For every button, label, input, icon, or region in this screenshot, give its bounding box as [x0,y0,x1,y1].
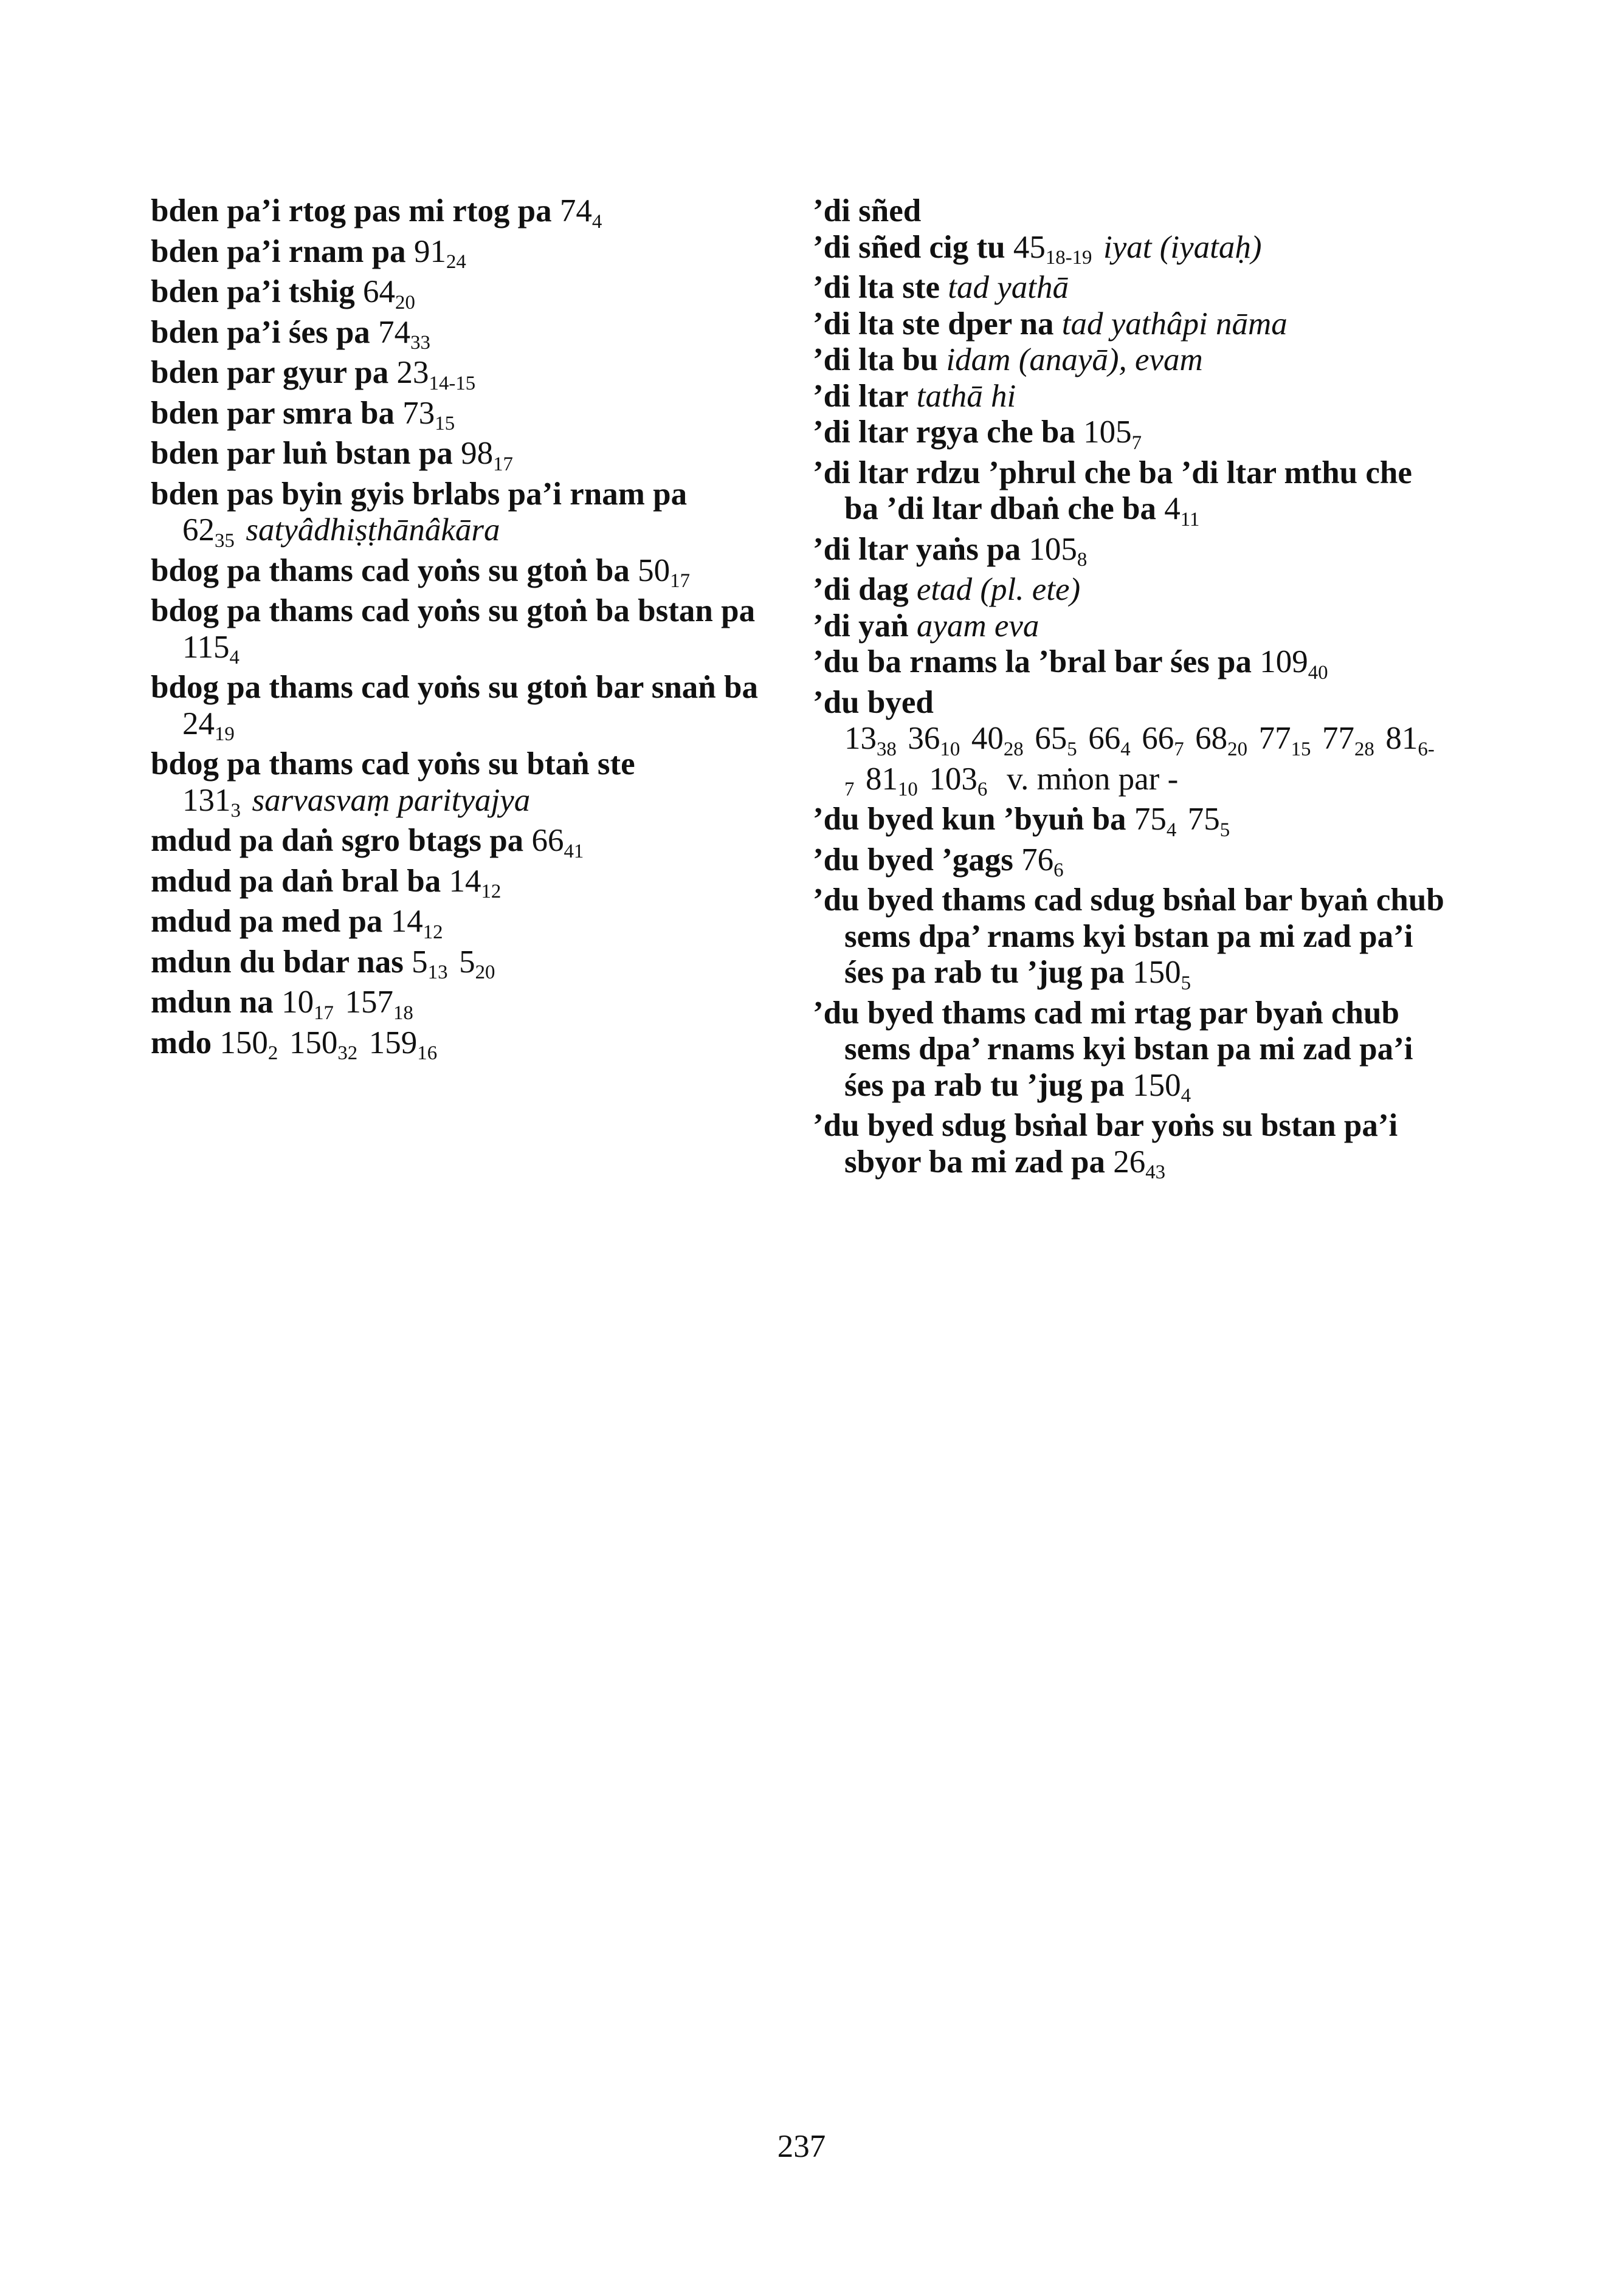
page-reference [182,706,235,745]
page-number-ref: 150 [289,1025,338,1060]
index-term: bden pas byin gyis brlabs pa’i rnam pa [151,476,688,512]
line-number-ref: 7 [1131,431,1142,454]
page-number-ref: 157 [345,985,393,1020]
page-references [1132,955,1202,994]
page-number-ref: 66 [531,823,564,858]
page-reference [1083,414,1142,454]
page-reference [531,823,584,862]
index-term: bden pa’i śes pa [151,314,370,350]
index-term: ’du ba rnams la ’bral bar śes pa [813,644,1252,679]
page-number-ref: 5 [459,944,475,980]
page-reference [1164,491,1200,531]
line-number-ref: 5 [1181,972,1191,994]
line-number-ref: 28 [1003,738,1024,760]
page-references [559,193,613,233]
index-entry [151,944,783,985]
line-number-ref: 11 [1180,508,1200,531]
line-number-ref: 3 [230,800,241,822]
page-reference [281,985,334,1024]
page-reference [638,552,690,592]
page-number-ref: 64 [363,274,396,309]
page-number-ref: 75 [1187,802,1220,837]
sanskrit-equivalent: tad yathā [948,270,1069,305]
index-entry [151,1025,783,1066]
page-references [219,1025,448,1064]
sanskrit-equivalent: tad yathâpi nāma [1061,306,1288,342]
page-references [396,355,487,394]
index-entry [813,608,1445,645]
index-entry [813,882,1445,995]
page-number-ref: 14 [449,863,481,899]
page-references [378,314,441,354]
page-number-ref: 24 [182,706,215,741]
page-reference [1322,721,1374,760]
line-number-ref: 10 [940,738,960,760]
page-reference [378,314,430,354]
index-entry [151,396,783,436]
index-entry [813,995,1445,1108]
page-references [1132,1067,1202,1107]
sanskrit-equivalent: etad (pl. ete) [916,572,1081,607]
page-reference [402,395,455,435]
sanskrit-equivalent: tathā hi [916,378,1016,414]
page-reference [1260,644,1328,684]
index-entry [813,379,1445,415]
line-number-ref: 20 [475,961,495,983]
page-reference [1132,1067,1191,1107]
page-number-ref: 77 [1322,721,1354,756]
index-column-right [813,193,1445,1184]
line-number-ref: 6-7 [844,738,1435,800]
index-term: ’du byed thams cad sdug bsṅal bar byaṅ chub sems dpa’ rnams kyi bstan pa mi zad pa’i śes pa rab tu ’jug pa [813,882,1444,990]
page-number-ref: 23 [396,355,429,390]
index-entry [813,685,1445,802]
page-reference [844,721,897,760]
page-number-ref: 66 [1142,721,1174,756]
page-reference [368,1025,438,1064]
page-references [1029,531,1098,571]
page-number-ref: 159 [368,1025,418,1060]
page-references [390,904,454,943]
line-number-ref: 6 [1053,859,1064,881]
sanskrit-equivalent: ayam eva [916,608,1039,644]
index-entry [813,270,1445,306]
line-number-ref: 16 [417,1042,438,1064]
page-number-ref: 14 [390,904,423,939]
line-number-ref: 4 [229,647,240,669]
page-number-ref: 62 [182,512,215,548]
index-term: bden pa’i tshig [151,274,355,309]
page-reference [413,233,466,273]
line-number-ref: 4 [1181,1085,1191,1107]
index-term: mdud pa daṅ sgro btags pa [151,823,524,858]
line-number-ref: 14-15 [429,372,476,394]
page-reference [1029,531,1088,571]
page-reference [412,944,448,983]
line-number-ref: 17 [493,453,513,475]
line-number-ref: 15 [435,413,455,435]
page-reference [182,629,240,669]
index-term: ’di lta bu [813,342,939,377]
index-entry [151,670,783,746]
index-entry [151,593,783,670]
index-entry [813,644,1445,685]
page-number-ref: 74 [559,193,592,229]
page-number-ref: 131 [182,782,231,818]
line-number-ref: 19 [215,723,235,745]
page-references [1134,802,1241,841]
page-reference [459,944,495,983]
line-number-ref: 20 [395,291,415,314]
line-number-ref: 4 [1120,738,1131,760]
index-entry [151,274,783,315]
page-number-ref: 5 [412,944,428,980]
page-reference [1187,802,1230,841]
index-entry [151,746,783,823]
index-term: ’di lta ste [813,270,940,305]
page-number-ref: 115 [182,629,230,665]
page-number-ref: 73 [402,395,435,431]
index-term: bden par luṅ bstan pa [151,436,453,471]
page-references [281,985,424,1024]
index-term: ’du byed kun ’byuṅ ba [813,802,1126,837]
line-number-ref: 33 [410,332,430,354]
page-reference [363,274,415,314]
index-entry [151,315,783,356]
page-number-ref: 68 [1195,721,1228,756]
page-references [402,395,466,435]
index-term: bdog pa thams cad yoṅs su gtoṅ ba bstan pa [151,593,756,628]
line-number-ref: 17 [670,570,690,592]
page-number-ref: 150 [219,1025,268,1060]
index-entry [151,553,783,594]
index-term: bdog pa thams cad yoṅs su gtoṅ bar snaṅ ba [151,670,759,705]
page-references [363,274,426,314]
page-number-ref: 150 [1132,955,1181,990]
page-references [638,552,701,592]
page-reference [1013,229,1092,269]
line-number-ref: 32 [337,1042,358,1064]
index-term: ’di sñed [813,193,922,229]
page-number-ref: 50 [638,552,671,588]
line-number-ref: 24 [446,251,466,273]
index-term: bden pa’i rtog pas mi rtog pa [151,193,552,229]
index-entry [151,476,783,553]
page-references [531,823,595,862]
sanskrit-equivalent: iyat (iyataḥ) [1103,229,1262,265]
index-term: bden par gyur pa [151,355,389,390]
index-term: ’di yaṅ [813,608,909,644]
index-entry [813,342,1445,379]
page-number-ref: 36 [908,721,940,756]
page-reference [1088,721,1131,760]
page-reference [1113,1144,1166,1183]
index-term: bdog pa thams cad yoṅs su gtoṅ ba [151,552,630,588]
line-number-ref: 17 [314,1002,334,1024]
index-term: ’di ltar yaṅs pa [813,531,1021,567]
page-references [182,512,246,552]
index-entry [151,864,783,904]
page-number-ref: 4 [1164,491,1181,526]
page-reference [289,1025,358,1064]
page-reference [182,782,241,822]
index-term: ’di dag [813,572,909,607]
index-term: ’di ltar [813,378,909,414]
line-number-ref: 12 [422,921,443,943]
line-number-ref: 12 [481,881,502,902]
index-entry [813,455,1445,532]
line-number-ref: 20 [1227,738,1248,760]
page-number-ref: 10 [281,985,314,1020]
index-entry [813,842,1445,883]
index-entry [151,193,783,234]
page-number-ref: 150 [1132,1067,1181,1103]
index-term: bden pa’i rnam pa [151,233,406,269]
page-number-ref: 76 [1021,842,1054,878]
page-references [1021,842,1075,881]
page-references [1083,414,1153,454]
index-entry [151,436,783,476]
index-entry [813,414,1445,455]
sanskrit-equivalent: idam (anayā), evam [946,342,1203,377]
index-column-left [151,193,783,1065]
page-reference [1258,721,1311,760]
line-number-ref: 10 [897,779,918,800]
page-references [449,863,512,902]
index-term: ’du byed [813,684,934,720]
page-number-ref: 13 [844,721,877,756]
index-entry [813,306,1445,343]
line-number-ref: 4 [591,210,602,233]
line-number-ref: 18 [393,1002,413,1024]
index-term: ’di ltar rgya che ba [813,414,1075,450]
page-number-ref: 91 [413,233,446,269]
page-number-ref: 105 [1029,531,1077,567]
line-number-ref: 7 [1174,738,1184,760]
page-references [182,706,246,745]
page-reference [1142,721,1184,760]
index-entry [813,532,1445,572]
index-term: mdud pa daṅ bral ba [151,863,441,899]
line-number-ref: 35 [215,529,235,552]
page-number-ref: 81 [865,761,898,797]
cross-reference: v. mṅon par - [1007,761,1179,797]
line-number-ref: 6 [977,779,988,800]
index-entry [151,823,783,864]
line-number-ref: 43 [1145,1161,1166,1183]
page-reference [182,512,235,552]
page-reference [865,761,918,800]
index-term: ’di ltar rdzu ’phrul che ba ’di ltar mthu che ba ’di ltar dbaṅ che ba [813,455,1412,526]
page-number-ref: 75 [1134,802,1167,837]
page-number-ref: 105 [1083,414,1132,450]
line-number-ref: 41 [564,840,584,862]
page-references [1113,1144,1176,1183]
page-references [1164,491,1211,531]
line-number-ref: 40 [1308,661,1328,684]
page-reference [449,863,502,902]
sanskrit-equivalent: satyâdhiṣṭhānâkāra [246,512,500,548]
page-reference [219,1025,278,1064]
index-entry [813,802,1445,842]
page-references [1260,644,1339,684]
page-references [461,436,524,475]
page-number-ref: 103 [929,761,977,797]
index-term: ’du byed thams cad mi rtag par byaṅ chub sems dpa’ rnams kyi bstan pa mi zad pa’i śes pa rab tu ’jug pa [813,995,1413,1103]
index-term: ’du byed sdug bsṅal bar yoṅs su bstan pa’i sbyor ba mi zad pa [813,1108,1398,1180]
index-term: ’di sñed cig tu [813,229,1005,265]
index-term: mdo [151,1025,212,1060]
index-entry [151,904,783,944]
page-references [182,782,252,822]
page-number: 237 [777,2129,826,2164]
index-entry [151,985,783,1025]
line-number-ref: 5 [1219,819,1230,841]
index-entry [151,355,783,396]
page-reference [461,436,513,475]
page-reference [1021,842,1064,881]
page-reference [559,193,602,233]
page-references [1013,229,1103,269]
page-reference [1132,955,1191,994]
page-reference [929,761,988,800]
page-number-ref: 45 [1013,229,1046,265]
page-reference [971,721,1024,760]
page-reference [390,904,443,943]
line-number-ref: 15 [1291,738,1311,760]
index-term: mdun na [151,985,274,1020]
line-number-ref: 18-19 [1045,247,1092,269]
page-reference [1195,721,1248,760]
page-number-ref: 81 [1385,721,1418,756]
index-entry [813,193,1445,230]
page-references [182,629,251,669]
line-number-ref: 8 [1077,549,1088,571]
index-term: bden par smra ba [151,395,395,431]
page-number-ref: 109 [1260,644,1308,679]
page-reference [396,355,476,394]
page-references [412,944,506,983]
page-number-ref: 66 [1088,721,1121,756]
page-number-ref: 98 [461,436,494,471]
index-entry [151,234,783,275]
line-number-ref: 4 [1166,819,1177,841]
index-term: mdud pa med pa [151,904,383,939]
sanskrit-equivalent: sarvasvaṃ parityajya [252,782,531,818]
index-entry [813,230,1445,270]
line-number-ref: 28 [1354,738,1374,760]
line-number-ref: 38 [877,738,897,760]
page-number-ref: 77 [1258,721,1291,756]
index-term: bdog pa thams cad yoṅs su btaṅ ste [151,746,635,782]
page-references [413,233,477,273]
index-entry [813,572,1445,608]
page-reference [908,721,960,760]
line-number-ref: 2 [267,1042,278,1064]
page-reference [345,985,413,1024]
page-number-ref: 65 [1035,721,1067,756]
page-reference [1134,802,1177,841]
page-number-ref: 26 [1113,1144,1146,1180]
page-number-ref: 40 [971,721,1004,756]
index-term: mdun du bdar nas [151,944,404,980]
index-term: ’di lta ste dper na [813,306,1054,342]
index-entry [813,1108,1445,1184]
page-number-ref: 74 [378,314,411,350]
page-reference [1035,721,1077,760]
line-number-ref: 13 [427,961,448,983]
index-term: ’du byed ’gags [813,842,1013,878]
line-number-ref: 5 [1067,738,1077,760]
